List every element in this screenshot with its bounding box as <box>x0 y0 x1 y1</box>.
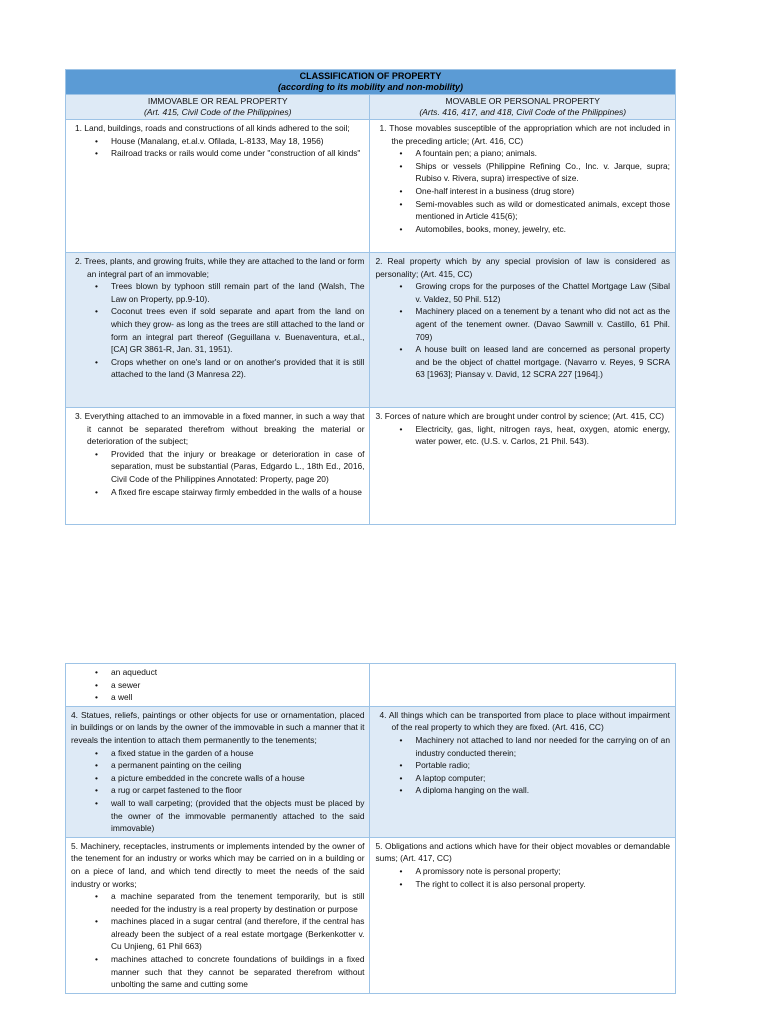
list-item: • Semi-movables such as wild or domesticated animals, except those mentioned in Article 415(6); <box>415 198 670 223</box>
cell-lead: 4. Statues, reliefs, paintings or other objects for use or ornamentation, placed in buildings or on lands by the owner of the immovable in such a manner that it reveals the intention to attach them permanently to the tenements; <box>71 709 365 745</box>
list-item: • Machinery placed on a tenement by a tenant who did not act as the agent of the tenement owner. (Davao Sawmill v. Castillo, 61 Phil. 709) <box>415 305 670 343</box>
cell-lead: 3. Forces of nature which are brought under control by science; (Art. 415, CC) <box>375 411 665 421</box>
cell-lead: 2. Real property which by any special provision of law is considered as personality; (Art. 415, CC) <box>375 256 670 279</box>
list-item: • a fixed statue in the garden of a house <box>111 747 364 760</box>
cell-movable-5 <box>370 837 676 993</box>
list-item: • wall to wall carpeting; (provided that the objects must be placed by the owner of the immovable permanently attached to the said immovable) <box>111 797 364 835</box>
col1-head-text: IMMOVABLE OR REAL PROPERTY <box>147 96 288 106</box>
bullet-list <box>71 666 364 704</box>
list-item: • a machine separated from the tenement temporarily, but is still needed for the industry is a real property by destination or purpose <box>111 890 364 915</box>
cell-movable-3 <box>370 408 676 525</box>
table-title <box>66 70 676 95</box>
table-row <box>66 837 676 993</box>
list-item: • a permanent painting on the ceiling <box>111 759 364 772</box>
cell-lead: 1. Land, buildings, roads and constructions of all kinds adhered to the soil; <box>75 123 350 133</box>
list-item: • Growing crops for the purposes of the Chattel Mortgage Law (Sibal v. Valdez, 50 Phil. 512) <box>415 280 670 305</box>
cell-empty <box>370 664 676 707</box>
col1-head-sub: (Art. 415, Civil Code of the Philippines) <box>143 107 292 117</box>
cell-immovable-1 <box>66 120 370 253</box>
bullet-list <box>375 147 670 235</box>
list-item: • A promissory note is personal property; <box>415 865 670 878</box>
cell-lead: 5. Obligations and actions which have for their object movables or demandable sums; (Art. 417, CC) <box>375 840 670 864</box>
bullet-list <box>71 747 364 835</box>
list-item: • Electricity, gas, light, nitrogen rays, heat, oxygen, atomic energy, water power, etc. (U.S. v. Carlos, 21 Phil. 543). <box>415 423 670 448</box>
cell-lead: 4. All things which can be transported from place to place without impairment of the real property to which they are fixed. (Art. 416, CC) <box>379 709 670 733</box>
bullet-list <box>375 423 670 448</box>
list-item: • a sewer <box>111 679 364 692</box>
cell-lead: 3. Everything attached to an immovable in a fixed manner, in such a way that it cannot be separated therefrom without breaking the material or deterioration of the subject; <box>75 411 365 447</box>
list-item: • House (Manalang, et.al.v. Ofilada, L-8133, May 18, 1956) <box>111 135 364 148</box>
list-item: • Provided that the injury or breakage or deterioration in case of separation, must be substantial (Paras, Edgardo L., 18th Ed., 2016, Civil Code of the Philippines Annotated: Property, page 20) <box>111 448 364 486</box>
cell-immovable-5 <box>66 837 370 993</box>
cell-lead: 5. Machinery, receptacles, instruments or implements intended by the owner of the tenement for an industry or works which may be carried on in a building or on a piece of land, and which tend directly to meet the needs of the said industry or works; <box>71 840 365 889</box>
table-row <box>66 253 676 408</box>
list-item: • Crops whether on one's land or on another's provided that it is still attached to the land (3 Manresa 22). <box>111 356 364 381</box>
title-subtitle: (according to its mobility and non-mobility) <box>278 82 463 92</box>
cell-movable-1 <box>370 120 676 253</box>
bullet-list <box>375 280 670 381</box>
bullet-list <box>375 734 670 797</box>
bullet-list <box>71 890 364 991</box>
list-item: • a rug or carpet fastened to the floor <box>111 784 364 797</box>
cell-movable-4 <box>370 706 676 837</box>
list-item: • A fixed fire escape stairway firmly embedded in the walls of a house <box>111 486 364 499</box>
cell-lead: 2. Trees, plants, and growing fruits, while they are attached to the land or form an integral part of an immovable; <box>75 256 365 279</box>
table-row <box>66 408 676 525</box>
cell-immovable-3 <box>66 408 370 525</box>
cell-lead: 1. Those movables susceptible of the appropriation which are not included in the preceding article; (Art. 416, CC) <box>379 123 670 146</box>
list-item: • A house built on leased land are concerned as personal property and be the object of chattel mortgage. (Navarro v. Reyes, 9 SCRA 63 [1963]; Piansay v. David, 12 SCRA 227 [1964].) <box>415 343 670 381</box>
bullet-list <box>71 448 364 498</box>
list-item: • Coconut trees even if sold separate and apart from the land on which they grow- as long as the trees are still attached to the land or form an integral part thereof (Geguillana v. Buenaventura, et.al., [CA] GR 3861-R, Jan. 31, 1951). <box>111 305 364 355</box>
col2-head-text: MOVABLE OR PERSONAL PROPERTY <box>445 96 601 106</box>
cell-continuation <box>66 664 370 707</box>
bullet-list <box>71 280 364 381</box>
table-row <box>66 706 676 837</box>
table-row <box>66 664 676 707</box>
list-item: • Automobiles, books, money, jewelry, etc. <box>415 223 670 236</box>
list-item: • The right to collect it is also personal property. <box>415 878 670 891</box>
list-item: • A diploma hanging on the wall. <box>415 784 670 797</box>
list-item: • Machinery not attached to land nor needed for the carrying on of an industry conducted therein; <box>415 734 670 759</box>
cell-immovable-2 <box>66 253 370 408</box>
cell-movable-2 <box>370 253 676 408</box>
list-item: • One-half interest in a business (drug store) <box>415 185 670 198</box>
list-item: • a picture embedded in the concrete walls of a house <box>111 772 364 785</box>
classification-table-part2 <box>65 663 676 994</box>
list-item: • Trees blown by typhoon still remain part of the land (Walsh, The Law on Property, pp.9-10). <box>111 280 364 305</box>
table-row <box>66 120 676 253</box>
list-item: • an aqueduct <box>111 666 364 679</box>
list-item: • Ships or vessels (Philippine Refining Co., Inc. v. Jarque, supra; Rubiso v. Rivera, supra) irrespective of size. <box>415 160 670 185</box>
title-text: CLASSIFICATION OF PROPERTY <box>299 71 442 81</box>
list-item: • machines placed in a sugar central (and therefore, if the central has already been the subject of a real estate mortgage (Berkenkotter v. Cu Unjieng, 61 Phil 663) <box>111 915 364 953</box>
col2-head-sub: (Arts. 416, 417, and 418, Civil Code of the Philippines) <box>419 107 627 117</box>
list-item: • Portable radio; <box>415 759 670 772</box>
classification-table-part1 <box>65 69 676 525</box>
col-head-movable <box>370 95 676 120</box>
list-item: • A laptop computer; <box>415 772 670 785</box>
list-item: • A fountain pen; a piano; animals. <box>415 147 670 160</box>
list-item: • Railroad tracks or rails would come under "construction of all kinds" <box>111 147 364 160</box>
col-head-immovable <box>66 95 370 120</box>
list-item: • machines attached to concrete foundations of buildings in a fixed manner such that they cannot be separated therefrom without unbolting the same and cutting some <box>111 953 364 991</box>
bullet-list <box>71 135 364 160</box>
bullet-list <box>375 865 670 890</box>
cell-immovable-4 <box>66 706 370 837</box>
list-item: • a well <box>111 691 364 704</box>
